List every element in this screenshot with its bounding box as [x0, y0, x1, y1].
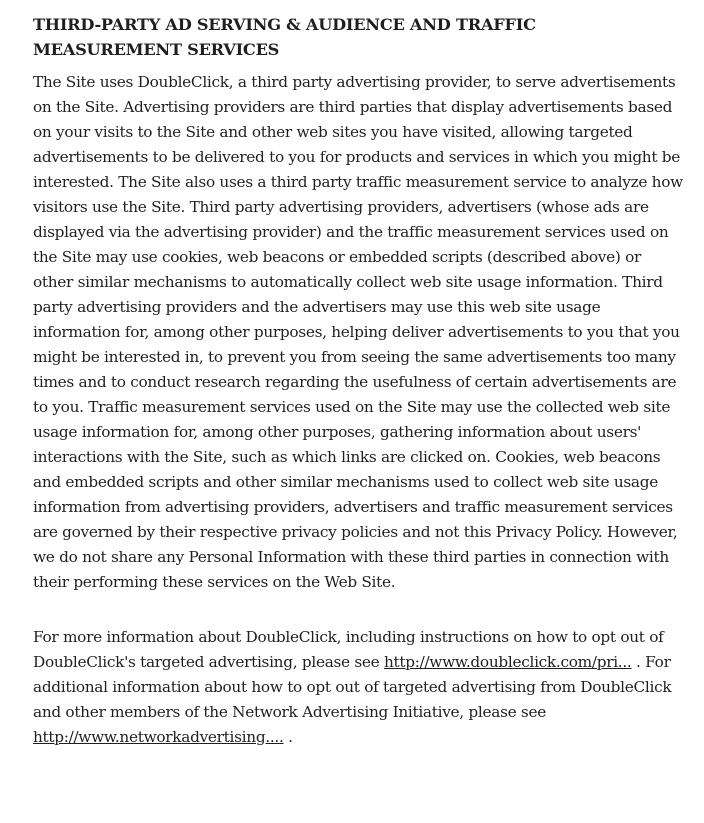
- network-advertising-link[interactable]: http://www.networkadvertising....: [33, 728, 284, 746]
- doubleclick-privacy-link[interactable]: http://www.doubleclick.com/pri...: [384, 653, 632, 671]
- privacy-section: [33, 12, 683, 750]
- section-heading: THIRD-PARTY AD SERVING & AUDIENCE AND TRAFFIC MEASUREMENT SERVICES: [33, 15, 536, 59]
- opt-out-paragraph: [33, 625, 683, 750]
- opt-out-text-end: .: [283, 728, 293, 746]
- opt-out-text-middle: . For additional information about how to opt out of targeted advertising from DoubleClick and other members of the Network Advertising Initiative, please see: [33, 653, 672, 721]
- ad-serving-paragraph: The Site uses DoubleClick, a third party advertising provider, to serve advertisements on the Site. Advertising providers are third parties that display advertisements based on your visits to the Site and other web sites you have visited, allowing targeted advertisements to be delivered to you for products and services in which you might be interested. The Site also uses a third party traffic measurement service to analyze how visitors use the Site. Third party advertising providers, advertisers (whose ads are displayed via the advertising provider) and the traffic measurement services used on the Site may use cookies, web beacons or embedded scripts (described above) or other similar mechanisms to automatically collect web site usage information. Third party advertising providers and the advertisers may use this web site usage information for, among other purposes, helping deliver advertisements to you that you might be interested in, to prevent you from seeing the same advertisements too many times and to conduct research regarding the usefulness of certain advertisements are to you. Traffic measurement services used on the Site may use the collected web site usage information for, among other purposes, gathering information about users' interactions with the Site, such as which links are clicked on. Cookies, web beacons and embedded scripts and other similar mechanisms used to collect web site usage information from advertising providers, advertisers and traffic measurement services are governed by their respective privacy policies and not this Privacy Policy. However, we do not share any Personal Information with these third parties in connection with their performing these services on the Web Site.: [33, 73, 683, 591]
- opt-out-text-intro: For more information about DoubleClick, including instructions on how to opt out of DoubleClick's targeted advertising, please see: [33, 628, 664, 671]
